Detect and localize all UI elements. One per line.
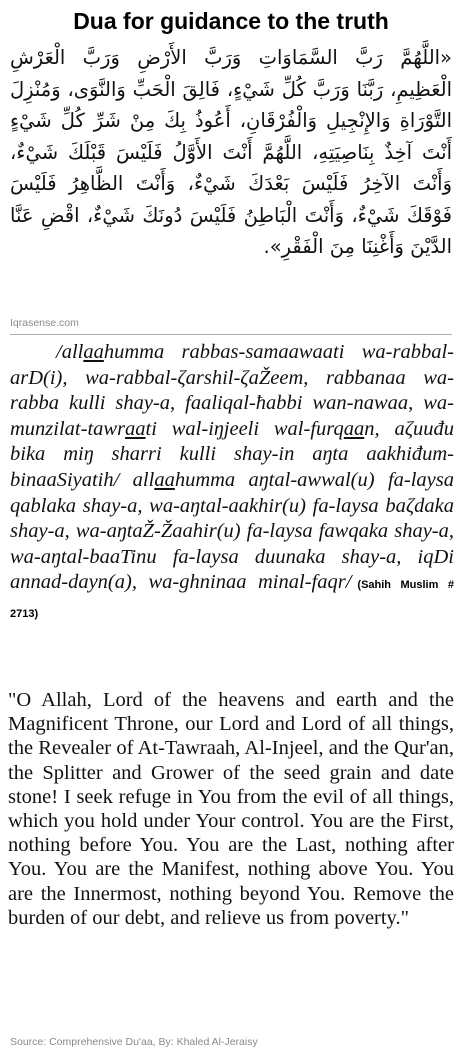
source-credit: Source: Comprehensive Du'aa, By: Khaled Al-Jeraisy [10, 1036, 258, 1048]
translit-underlined: aa [83, 341, 104, 363]
translit-part: /all [56, 341, 84, 363]
translit-underlined: aa [154, 468, 175, 491]
translit-part: humma rabbas-samaawaati wa-rabbal-arD(i), wa-rabbal-ζarshil-ζaŽeem, rabbanaa wa-rabba kulli shay-a, faaliqal-ħabbi wan-nawaa, wa-munzilat-tawr [10, 341, 454, 440]
translit-part: ti wal-iŋjeeli wal-furq [145, 417, 344, 440]
page-title: Dua for guidance to the truth [73, 8, 389, 34]
hadith-reference: (Sahih Muslim # 2713) [10, 579, 458, 620]
transliteration-text [10, 340, 460, 628]
english-translation: "O Allah, Lord of the heavens and earth and the Magnificent Throne, our Lord and Lord of all things, the Revealer of At-Tawraah, Al-Injeel, and the Qur'an, the Splitter and Grower of the seed grain and date stone! I seek refuge in You from the evil of all things, which you hold under Your control. You are the First, nothing before You. You are the Last, nothing after You. You are the Manifest, nothing above You. You are the Innermost, nothing beyond You. Remove the burden of our debt, and relieve us from poverty." [8, 689, 454, 929]
section-divider [10, 334, 452, 335]
translit-underlined: aa [125, 417, 146, 440]
translit-part: humma aŋtal-awwal(u) fa-laysa qablaka shay-a, wa-aŋtal-aakhir(u) fa-laysa baζdaka shay-a, wa-aŋtaŽ-Žaahir(u) fa-laysa fawqaka shay-a, wa-aŋtal-baaTinu fa-laysa duunaka shay-a, iqDi annad-dayn(a), wa-ghninaa minal-faqr/ [10, 468, 460, 594]
arabic-dua-text: «اللَّهُمَّ رَبَّ السَّمَاوَاتِ وَرَبَّ الأَرْضِ وَرَبَّ الْعَرْشِ الْعَظِيمِ، رَبَّنَا وَرَبَّ كُلِّ شَيْءٍ، فَالِقَ الْحَبِّ وَالنَّوَى، وَمُنْزِلَ التَّوْرَاةِ وَالإِنْجِيلِ وَالْفُرْقَانِ، أَعُوذُ بِكَ مِنْ شَرِّ كُلِّ شَيْءٍ أَنْتَ آخِذٌ بِنَاصِيَتِهِ، اللَّهُمَّ أَنْتَ الأَوَّلُ فَلَيْسَ قَبْلَكَ شَيْءٌ، وَأَنْتَ الآخِرُ فَلَيْسَ بَعْدَكَ شَيْءٌ، وَأَنْتَ الظَّاهِرُ فَلَيْسَ فَوْقَكَ شَيْءٌ، وَأَنْتَ الْبَاطِنُ فَلَيْسَ دُونَكَ شَيْءٌ، اقْضِ عَنَّا الدَّيْنَ وَأَغْنِنَا مِنَ الْفَقْرِ». [10, 46, 452, 258]
translit-part: n, aζuuđu bika miŋ sharri kulli shay-in aŋta aakhiđum-binaaSiyatih/ all [10, 417, 460, 491]
watermark-text: Iqrasense.com [10, 317, 79, 329]
translit-underlined: aa [343, 417, 365, 440]
